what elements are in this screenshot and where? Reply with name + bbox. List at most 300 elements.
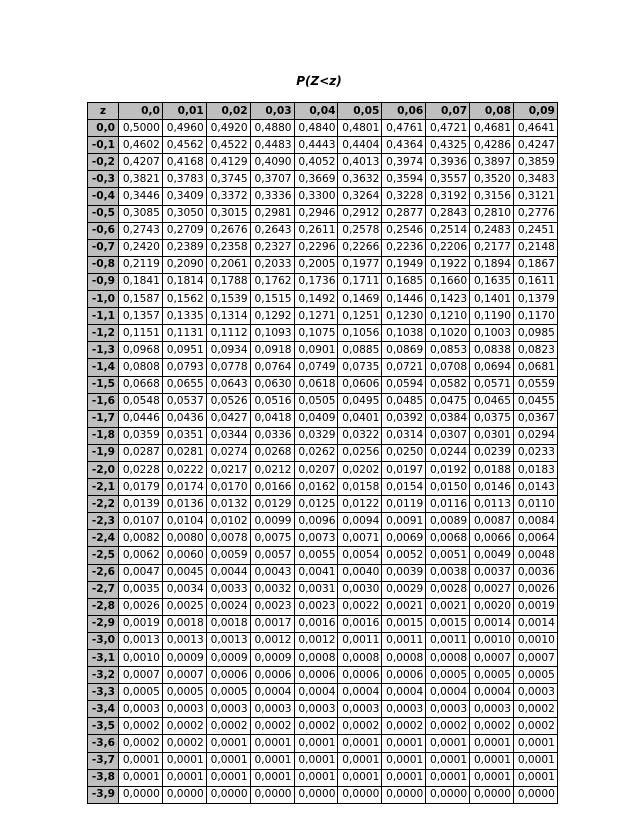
table-cell: 0,4404: [338, 137, 382, 154]
row-header-z: -0,8: [88, 256, 119, 273]
table-cell: 0,0002: [338, 718, 382, 735]
table-cell: 0,0001: [294, 735, 338, 752]
table-cell: 0,0007: [119, 667, 163, 684]
table-cell: 0,0043: [250, 564, 294, 581]
table-cell: 0,0005: [162, 684, 206, 701]
table-cell: 0,0001: [382, 752, 426, 769]
table-cell: 0,0096: [294, 513, 338, 530]
table-row: [88, 137, 558, 154]
table-cell: 0,4286: [470, 137, 514, 154]
table-cell: 0,1814: [162, 273, 206, 290]
row-header-z: -0,5: [88, 205, 119, 222]
table-cell: 0,1335: [162, 308, 206, 325]
table-cell: 0,0001: [119, 752, 163, 769]
table-cell: 0,0475: [426, 393, 470, 410]
table-cell: 0,0197: [382, 461, 426, 478]
table-cell: 0,0010: [470, 632, 514, 649]
table-cell: 0,2912: [338, 205, 382, 222]
table-cell: 0,0078: [206, 530, 250, 547]
table-cell: 0,1075: [294, 325, 338, 342]
table-cell: 0,0764: [250, 359, 294, 376]
table-cell: 0,0013: [119, 632, 163, 649]
table-cell: 0,0037: [470, 564, 514, 581]
table-row: [88, 701, 558, 718]
table-cell: 0,0537: [162, 393, 206, 410]
table-cell: 0,0778: [206, 359, 250, 376]
table-cell: 0,0003: [426, 701, 470, 718]
table-cell: 0,3015: [206, 205, 250, 222]
table-cell: 0,1112: [206, 325, 250, 342]
table-cell: 0,0001: [470, 769, 514, 786]
table-row: [88, 393, 558, 410]
row-header-z: -2,7: [88, 581, 119, 598]
table-cell: 0,0401: [338, 410, 382, 427]
table-cell: 0,0000: [514, 786, 558, 803]
table-cell: 0,0015: [426, 615, 470, 632]
table-cell: 0,3859: [514, 154, 558, 171]
table-cell: 0,0721: [382, 359, 426, 376]
table-cell: 0,3085: [119, 205, 163, 222]
table-cell: 0,1736: [294, 273, 338, 290]
table-cell: 0,0002: [514, 701, 558, 718]
table-cell: 0,0091: [382, 513, 426, 530]
table-cell: 0,0694: [470, 359, 514, 376]
table-cell: 0,0375: [470, 410, 514, 427]
table-cell: 0,0002: [206, 718, 250, 735]
table-cell: 0,0014: [514, 615, 558, 632]
table-cell: 0,2005: [294, 256, 338, 273]
column-header: 0,0: [119, 103, 163, 120]
table-row: [88, 239, 558, 256]
table-row: [88, 547, 558, 564]
table-cell: 0,3520: [470, 171, 514, 188]
table-cell: 0,0012: [250, 632, 294, 649]
table-cell: 0,0409: [294, 410, 338, 427]
z-table: [87, 102, 558, 804]
table-cell: 0,0122: [338, 496, 382, 513]
table-cell: 0,0021: [382, 598, 426, 615]
table-cell: 0,0041: [294, 564, 338, 581]
column-header: 0,07: [426, 103, 470, 120]
table-row: [88, 513, 558, 530]
table-cell: 0,1611: [514, 273, 558, 290]
table-cell: 0,0146: [470, 479, 514, 496]
table-cell: 0,1867: [514, 256, 558, 273]
table-cell: 0,0054: [338, 547, 382, 564]
table-cell: 0,0838: [470, 342, 514, 359]
table-cell: 0,3974: [382, 154, 426, 171]
table-cell: 0,3372: [206, 188, 250, 205]
table-cell: 0,1003: [470, 325, 514, 342]
table-cell: 0,5000: [119, 120, 163, 137]
table-cell: 0,0016: [294, 615, 338, 632]
table-cell: 0,0207: [294, 461, 338, 478]
table-cell: 0,0028: [426, 581, 470, 598]
row-header-z: -2,5: [88, 547, 119, 564]
table-cell: 0,1469: [338, 291, 382, 308]
table-cell: 0,1788: [206, 273, 250, 290]
table-cell: 0,0040: [338, 564, 382, 581]
table-cell: 0,0010: [119, 650, 163, 667]
table-cell: 0,0485: [382, 393, 426, 410]
row-header-z: -3,9: [88, 786, 119, 803]
table-cell: 0,2206: [426, 239, 470, 256]
table-cell: 0,0008: [338, 650, 382, 667]
table-row: [88, 427, 558, 444]
table-cell: 0,0143: [514, 479, 558, 496]
table-cell: 0,1711: [338, 273, 382, 290]
table-cell: 0,0075: [250, 530, 294, 547]
table-row: [88, 684, 558, 701]
table-cell: 0,3707: [250, 171, 294, 188]
table-cell: 0,3897: [470, 154, 514, 171]
table-cell: 0,2843: [426, 205, 470, 222]
table-cell: 0,0032: [250, 581, 294, 598]
table-cell: 0,0170: [206, 479, 250, 496]
table-row: [88, 154, 558, 171]
row-header-z: -2,4: [88, 530, 119, 547]
table-cell: 0,1131: [162, 325, 206, 342]
table-cell: 0,0089: [426, 513, 470, 530]
table-cell: 0,0064: [514, 530, 558, 547]
table-row: [88, 171, 558, 188]
table-cell: 0,2709: [162, 222, 206, 239]
table-cell: 0,2743: [119, 222, 163, 239]
table-cell: 0,0582: [426, 376, 470, 393]
column-header: 0,02: [206, 103, 250, 120]
table-cell: 0,4801: [338, 120, 382, 137]
table-cell: 0,0516: [250, 393, 294, 410]
table-cell: 0,0823: [514, 342, 558, 359]
table-cell: 0,0019: [119, 615, 163, 632]
table-cell: 0,0344: [206, 427, 250, 444]
table-cell: 0,1056: [338, 325, 382, 342]
table-cell: 0,2090: [162, 256, 206, 273]
table-cell: 0,0192: [426, 461, 470, 478]
table-cell: 0,0150: [426, 479, 470, 496]
row-header-z: -0,6: [88, 222, 119, 239]
table-cell: 0,0001: [470, 752, 514, 769]
table-cell: 0,0006: [382, 667, 426, 684]
table-cell: 0,0017: [250, 615, 294, 632]
table-cell: 0,0023: [250, 598, 294, 615]
table-cell: 0,0668: [119, 376, 163, 393]
row-header-z: -2,9: [88, 615, 119, 632]
table-cell: 0,1539: [206, 291, 250, 308]
table-cell: 0,2676: [206, 222, 250, 239]
table-cell: 0,0001: [514, 735, 558, 752]
table-row: [88, 273, 558, 290]
table-cell: 0,0045: [162, 564, 206, 581]
table-cell: 0,4641: [514, 120, 558, 137]
table-cell: 0,0001: [206, 752, 250, 769]
table-row: [88, 410, 558, 427]
table-cell: 0,0080: [162, 530, 206, 547]
table-cell: 0,2776: [514, 205, 558, 222]
table-cell: 0,3783: [162, 171, 206, 188]
table-cell: 0,1922: [426, 256, 470, 273]
table-cell: 0,0244: [426, 444, 470, 461]
table-cell: 0,0094: [338, 513, 382, 530]
table-cell: 0,3557: [426, 171, 470, 188]
table-cell: 0,0129: [250, 496, 294, 513]
table-cell: 0,3156: [470, 188, 514, 205]
table-cell: 0,0069: [382, 530, 426, 547]
table-cell: 0,0446: [119, 410, 163, 427]
table-cell: 0,0003: [206, 701, 250, 718]
table-cell: 0,0005: [514, 667, 558, 684]
table-cell: 0,0002: [470, 718, 514, 735]
table-cell: 0,0951: [162, 342, 206, 359]
table-cell: 0,1379: [514, 291, 558, 308]
row-header-z: -2,8: [88, 598, 119, 615]
table-cell: 0,0001: [250, 769, 294, 786]
table-cell: 0,0003: [162, 701, 206, 718]
table-cell: 0,1151: [119, 325, 163, 342]
table-cell: 0,0294: [514, 427, 558, 444]
row-header-z: -3,8: [88, 769, 119, 786]
table-cell: 0,0060: [162, 547, 206, 564]
table-cell: 0,0002: [119, 718, 163, 735]
table-cell: 0,0018: [162, 615, 206, 632]
table-cell: 0,0052: [382, 547, 426, 564]
table-cell: 0,0002: [250, 718, 294, 735]
table-cell: 0,0002: [382, 718, 426, 735]
table-cell: 0,0351: [162, 427, 206, 444]
row-header-z: -2,0: [88, 461, 119, 478]
table-cell: 0,0001: [338, 735, 382, 752]
table-cell: 0,0049: [470, 547, 514, 564]
row-header-z: -1,0: [88, 291, 119, 308]
table-cell: 0,0002: [162, 718, 206, 735]
table-cell: 0,3192: [426, 188, 470, 205]
table-cell: 0,0630: [250, 376, 294, 393]
table-cell: 0,0256: [338, 444, 382, 461]
table-cell: 0,2483: [470, 222, 514, 239]
table-cell: 0,4483: [250, 137, 294, 154]
table-row: [88, 615, 558, 632]
table-body: [88, 120, 558, 804]
row-header-z: -3,5: [88, 718, 119, 735]
table-cell: 0,0001: [338, 769, 382, 786]
table-cell: 0,0009: [206, 650, 250, 667]
table-cell: 0,0000: [119, 786, 163, 803]
table-cell: 0,1292: [250, 308, 294, 325]
table-cell: 0,3228: [382, 188, 426, 205]
column-header: 0,09: [514, 103, 558, 120]
table-cell: 0,4840: [294, 120, 338, 137]
table-cell: 0,0027: [470, 581, 514, 598]
table-row: [88, 479, 558, 496]
table-cell: 0,0026: [119, 598, 163, 615]
table-cell: 0,0055: [294, 547, 338, 564]
table-cell: 0,0749: [294, 359, 338, 376]
table-row: [88, 256, 558, 273]
table-cell: 0,1446: [382, 291, 426, 308]
table-cell: 0,2420: [119, 239, 163, 256]
table-row: [88, 461, 558, 478]
table-cell: 0,0001: [382, 735, 426, 752]
table-cell: 0,3669: [294, 171, 338, 188]
table-cell: 0,4761: [382, 120, 426, 137]
table-row: [88, 735, 558, 752]
table-cell: 0,0013: [206, 632, 250, 649]
table-cell: 0,0002: [119, 735, 163, 752]
table-cell: 0,0793: [162, 359, 206, 376]
table-cell: 0,3594: [382, 171, 426, 188]
table-header-row: [88, 103, 558, 120]
table-cell: 0,2877: [382, 205, 426, 222]
table-cell: 0,0526: [206, 393, 250, 410]
table-cell: 0,0011: [382, 632, 426, 649]
table-cell: 0,0735: [338, 359, 382, 376]
table-cell: 0,0455: [514, 393, 558, 410]
table-cell: 0,0336: [250, 427, 294, 444]
table-cell: 0,0057: [250, 547, 294, 564]
table-cell: 0,1314: [206, 308, 250, 325]
table-cell: 0,0233: [514, 444, 558, 461]
table-cell: 0,1210: [426, 308, 470, 325]
table-cell: 0,0004: [470, 684, 514, 701]
table-cell: 0,0004: [382, 684, 426, 701]
table-cell: 0,0006: [338, 667, 382, 684]
column-header: 0,03: [250, 103, 294, 120]
table-cell: 0,0071: [338, 530, 382, 547]
table-cell: 0,4562: [162, 137, 206, 154]
table-row: [88, 359, 558, 376]
table-cell: 0,0009: [162, 650, 206, 667]
table-cell: 0,0015: [382, 615, 426, 632]
table-row: [88, 530, 558, 547]
table-cell: 0,0901: [294, 342, 338, 359]
table-cell: 0,4443: [294, 137, 338, 154]
table-cell: 0,0002: [162, 735, 206, 752]
table-cell: 0,0008: [426, 650, 470, 667]
table-cell: 0,0087: [470, 513, 514, 530]
column-header: 0,04: [294, 103, 338, 120]
table-cell: 0,0268: [250, 444, 294, 461]
table-cell: 0,0036: [514, 564, 558, 581]
table-cell: 0,1977: [338, 256, 382, 273]
table-row: [88, 786, 558, 803]
table-cell: 0,0222: [162, 461, 206, 478]
table-cell: 0,0003: [470, 701, 514, 718]
table-cell: 0,0003: [338, 701, 382, 718]
table-cell: 0,2451: [514, 222, 558, 239]
table-cell: 0,0132: [206, 496, 250, 513]
table-cell: 0,1762: [250, 273, 294, 290]
table-cell: 0,0031: [294, 581, 338, 598]
table-cell: 0,2514: [426, 222, 470, 239]
table-cell: 0,0202: [338, 461, 382, 478]
table-cell: 0,1020: [426, 325, 470, 342]
table-cell: 0,4364: [382, 137, 426, 154]
table-cell: 0,0004: [338, 684, 382, 701]
table-cell: 0,0048: [514, 547, 558, 564]
table-cell: 0,2643: [250, 222, 294, 239]
row-header-z: -2,6: [88, 564, 119, 581]
table-row: [88, 650, 558, 667]
table-cell: 0,0274: [206, 444, 250, 461]
table-cell: 0,4721: [426, 120, 470, 137]
table-cell: 0,0001: [514, 752, 558, 769]
table-cell: 0,0025: [162, 598, 206, 615]
row-header-z: -1,7: [88, 410, 119, 427]
table-cell: 0,0559: [514, 376, 558, 393]
table-cell: 0,2389: [162, 239, 206, 256]
table-cell: 0,4129: [206, 154, 250, 171]
row-header-z: -3,1: [88, 650, 119, 667]
table-cell: 0,0001: [250, 735, 294, 752]
table-cell: 0,0104: [162, 513, 206, 530]
table-row: [88, 667, 558, 684]
table-cell: 0,3300: [294, 188, 338, 205]
row-header-z: -3,7: [88, 752, 119, 769]
table-cell: 0,0003: [382, 701, 426, 718]
table-cell: 0,0023: [294, 598, 338, 615]
table-cell: 0,0301: [470, 427, 514, 444]
table-cell: 0,1660: [426, 273, 470, 290]
table-cell: 0,0001: [294, 752, 338, 769]
table-cell: 0,0359: [119, 427, 163, 444]
table-cell: 0,0007: [162, 667, 206, 684]
table-cell: 0,0005: [426, 667, 470, 684]
row-header-z: -1,2: [88, 325, 119, 342]
table-cell: 0,0322: [338, 427, 382, 444]
table-cell: 0,0000: [206, 786, 250, 803]
table-cell: 0,0681: [514, 359, 558, 376]
table-row: [88, 188, 558, 205]
table-cell: 0,2327: [250, 239, 294, 256]
table-cell: 0,0007: [514, 650, 558, 667]
table-row: [88, 325, 558, 342]
table-cell: 0,0039: [382, 564, 426, 581]
table-row: [88, 581, 558, 598]
table-cell: 0,1949: [382, 256, 426, 273]
table-cell: 0,0044: [206, 564, 250, 581]
table-cell: 0,1423: [426, 291, 470, 308]
row-header-z: -0,3: [88, 171, 119, 188]
table-cell: 0,0116: [426, 496, 470, 513]
table-cell: 0,2061: [206, 256, 250, 273]
table-cell: 0,4013: [338, 154, 382, 171]
row-header-z: -0,2: [88, 154, 119, 171]
table-cell: 0,4960: [162, 120, 206, 137]
table-cell: 0,2119: [119, 256, 163, 273]
table-cell: 0,0004: [294, 684, 338, 701]
table-cell: 0,0119: [382, 496, 426, 513]
table-cell: 0,0007: [470, 650, 514, 667]
table-row: [88, 752, 558, 769]
table-cell: 0,0011: [426, 632, 470, 649]
table-cell: 0,3936: [426, 154, 470, 171]
table-cell: 0,3483: [514, 171, 558, 188]
table-cell: 0,0000: [470, 786, 514, 803]
table-cell: 0,0030: [338, 581, 382, 598]
table-cell: 0,0004: [250, 684, 294, 701]
table-cell: 0,0000: [338, 786, 382, 803]
table-cell: 0,0029: [382, 581, 426, 598]
table-cell: 0,0495: [338, 393, 382, 410]
row-header-z: -1,4: [88, 359, 119, 376]
table-row: [88, 120, 558, 137]
table-cell: 0,0606: [338, 376, 382, 393]
table-cell: 0,0004: [426, 684, 470, 701]
row-header-z: -1,5: [88, 376, 119, 393]
table-cell: 0,1515: [250, 291, 294, 308]
table-cell: 0,2266: [338, 239, 382, 256]
table-cell: 0,0594: [382, 376, 426, 393]
